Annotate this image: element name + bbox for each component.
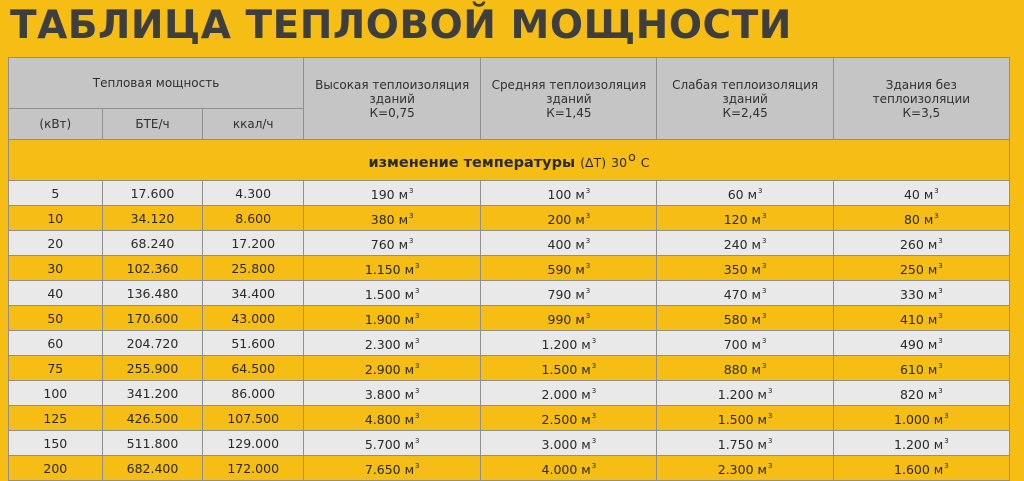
volume-exponent: 3 xyxy=(415,287,420,295)
volume-value: 190 м xyxy=(370,187,409,202)
cell-btu: 204.720 xyxy=(102,331,203,356)
volume-exponent: 3 xyxy=(415,437,420,445)
cell-volume-none xyxy=(833,406,1009,431)
cell-volume-high xyxy=(304,331,481,356)
cell-kcal: 64.500 xyxy=(203,356,304,381)
volume-value: 470 м xyxy=(723,287,761,302)
volume-value: 40 м xyxy=(903,187,934,202)
cell-volume-none xyxy=(833,331,1009,356)
volume-value: 120 м xyxy=(723,212,761,227)
header-mid-line1: Средняя теплоизоляция xyxy=(491,77,647,92)
cell-btu: 68.240 xyxy=(102,231,203,256)
table-row xyxy=(9,331,1010,356)
cell-kcal: 129.000 xyxy=(203,431,304,456)
volume-value: 1.600 м xyxy=(894,462,944,477)
cell-kcal: 172.000 xyxy=(203,456,304,481)
volume-exponent: 3 xyxy=(938,237,943,245)
cell-volume-none xyxy=(833,306,1009,331)
volume-exponent: 3 xyxy=(767,437,773,445)
cell-btu: 170.600 xyxy=(102,306,203,331)
volume-exponent: 3 xyxy=(415,312,420,320)
cell-kcal: 25.800 xyxy=(203,256,304,281)
cell-volume-high xyxy=(304,431,481,456)
cell-volume-high xyxy=(304,206,481,231)
cell-volume-high xyxy=(304,381,481,406)
volume-exponent: 3 xyxy=(591,437,597,445)
volume-value: 1.750 м xyxy=(717,437,767,452)
header-high-insulation xyxy=(304,58,481,140)
cell-volume-weak xyxy=(657,206,833,231)
cell-kw: 50 xyxy=(9,306,103,331)
volume-exponent: 3 xyxy=(585,312,591,320)
volume-exponent: 3 xyxy=(415,362,420,370)
cell-volume-mid xyxy=(481,256,657,281)
cell-btu: 255.900 xyxy=(102,356,203,381)
cell-volume-mid xyxy=(481,381,657,406)
volume-exponent: 3 xyxy=(761,312,767,320)
volume-exponent: 3 xyxy=(415,262,420,270)
cell-kcal: 107.500 xyxy=(203,406,304,431)
unit-kw-header: (кВт) xyxy=(9,109,103,140)
volume-exponent: 3 xyxy=(415,462,420,470)
header-mid-line2: зданий xyxy=(546,91,592,106)
volume-exponent: 3 xyxy=(585,212,591,220)
volume-value: 1.500 м xyxy=(541,362,591,377)
volume-exponent: 3 xyxy=(761,262,767,270)
volume-exponent: 3 xyxy=(409,237,414,245)
cell-btu: 511.800 xyxy=(102,431,203,456)
cell-btu: 426.500 xyxy=(102,406,203,431)
cell-volume-none xyxy=(833,231,1009,256)
temperature-change-label: изменение температуры xyxy=(368,155,576,171)
cell-volume-high xyxy=(304,281,481,306)
page-title: ТАБЛИЦА ТЕПЛОВОЙ МОЩНОСТИ xyxy=(10,3,792,48)
cell-volume-weak xyxy=(657,281,833,306)
cell-volume-weak xyxy=(657,306,833,331)
volume-value: 350 м xyxy=(723,262,761,277)
volume-exponent: 3 xyxy=(938,262,943,270)
volume-value: 410 м xyxy=(899,312,938,327)
volume-value: 1.000 м xyxy=(894,412,944,427)
cell-volume-high xyxy=(304,456,481,481)
volume-value: 2.900 м xyxy=(364,362,415,377)
cell-volume-high xyxy=(304,181,481,206)
volume-value: 3.000 м xyxy=(541,437,591,452)
header-none-line1: Здания без xyxy=(885,77,957,92)
cell-volume-high xyxy=(304,406,481,431)
cell-volume-high xyxy=(304,356,481,381)
table-row xyxy=(9,181,1010,206)
volume-value: 1.500 м xyxy=(717,412,767,427)
temperature-change-band xyxy=(9,140,1010,181)
cell-kw: 20 xyxy=(9,231,103,256)
cell-volume-mid xyxy=(481,206,657,231)
volume-exponent: 3 xyxy=(767,387,773,395)
volume-exponent: 3 xyxy=(938,362,943,370)
volume-value: 250 м xyxy=(899,262,938,277)
cell-volume-none xyxy=(833,456,1009,481)
volume-exponent: 3 xyxy=(758,187,763,195)
header-row-main xyxy=(9,58,1010,109)
volume-exponent: 3 xyxy=(415,387,420,395)
table-row xyxy=(9,231,1010,256)
volume-exponent: 3 xyxy=(585,287,591,295)
cell-kw: 125 xyxy=(9,406,103,431)
table-row xyxy=(9,281,1010,306)
cell-volume-mid xyxy=(481,231,657,256)
volume-value: 1.500 м xyxy=(364,287,415,302)
unit-btu-header: БТЕ/ч xyxy=(102,109,203,140)
volume-exponent: 3 xyxy=(761,337,767,345)
cell-kw: 5 xyxy=(9,181,103,206)
cell-volume-none xyxy=(833,206,1009,231)
volume-value: 580 м xyxy=(723,312,761,327)
delta-t-unit: (ΔТ) xyxy=(580,155,607,170)
volume-value: 1.200 м xyxy=(541,337,591,352)
cell-volume-high xyxy=(304,256,481,281)
table-row xyxy=(9,406,1010,431)
cell-btu: 17.600 xyxy=(102,181,203,206)
cell-btu: 34.120 xyxy=(102,206,203,231)
cell-kcal: 34.400 xyxy=(203,281,304,306)
volume-exponent: 3 xyxy=(415,412,420,420)
cell-volume-weak xyxy=(657,381,833,406)
cell-kw: 60 xyxy=(9,331,103,356)
cell-kw: 100 xyxy=(9,381,103,406)
volume-value: 7.650 м xyxy=(364,462,415,477)
volume-value: 1.150 м xyxy=(364,262,415,277)
cell-kcal: 86.000 xyxy=(203,381,304,406)
volume-value: 80 м xyxy=(903,212,934,227)
volume-value: 610 м xyxy=(899,362,938,377)
cell-volume-mid xyxy=(481,456,657,481)
degree-scale: С xyxy=(640,155,650,170)
cell-btu: 136.480 xyxy=(102,281,203,306)
volume-exponent: 3 xyxy=(938,337,943,345)
volume-value: 1.200 м xyxy=(717,387,767,402)
cell-volume-none xyxy=(833,381,1009,406)
volume-value: 1.900 м xyxy=(364,312,415,327)
volume-exponent: 3 xyxy=(415,337,420,345)
volume-value: 400 м xyxy=(547,237,585,252)
volume-value: 4.800 м xyxy=(364,412,415,427)
cell-kw: 150 xyxy=(9,431,103,456)
volume-value: 590 м xyxy=(547,262,585,277)
header-mid-insulation xyxy=(481,58,657,140)
volume-value: 2.300 м xyxy=(364,337,415,352)
cell-kw: 10 xyxy=(9,206,103,231)
cell-kcal: 4.300 xyxy=(203,181,304,206)
cell-volume-weak xyxy=(657,181,833,206)
table-row xyxy=(9,456,1010,481)
cell-kcal: 17.200 xyxy=(203,231,304,256)
volume-value: 2.500 м xyxy=(541,412,591,427)
table-row xyxy=(9,431,1010,456)
cell-volume-none xyxy=(833,281,1009,306)
cell-volume-none xyxy=(833,181,1009,206)
volume-value: 100 м xyxy=(547,187,585,202)
temperature-change-cell xyxy=(9,140,1010,181)
header-none-k: К=3,5 xyxy=(902,105,941,120)
volume-exponent: 3 xyxy=(944,462,949,470)
volume-exponent: 3 xyxy=(944,412,949,420)
cell-volume-mid xyxy=(481,306,657,331)
degree-sign: о xyxy=(628,149,636,164)
header-weak-insulation xyxy=(657,58,833,140)
volume-exponent: 3 xyxy=(761,212,767,220)
volume-value: 1.200 м xyxy=(894,437,944,452)
cell-kw: 75 xyxy=(9,356,103,381)
cell-btu: 102.360 xyxy=(102,256,203,281)
header-weak-line2: зданий xyxy=(722,91,768,106)
unit-kcal-header: ккал/ч xyxy=(203,109,304,140)
table-row xyxy=(9,381,1010,406)
cell-volume-weak xyxy=(657,431,833,456)
volume-exponent: 3 xyxy=(585,237,591,245)
volume-value: 700 м xyxy=(723,337,761,352)
volume-exponent: 3 xyxy=(934,212,939,220)
table-row xyxy=(9,356,1010,381)
cell-volume-mid xyxy=(481,356,657,381)
volume-exponent: 3 xyxy=(591,362,597,370)
cell-volume-none xyxy=(833,356,1009,381)
cell-btu: 682.400 xyxy=(102,456,203,481)
volume-exponent: 3 xyxy=(591,462,597,470)
cell-volume-mid xyxy=(481,406,657,431)
header-no-insulation xyxy=(833,58,1009,140)
volume-exponent: 3 xyxy=(591,387,597,395)
volume-value: 490 м xyxy=(899,337,938,352)
volume-value: 200 м xyxy=(547,212,585,227)
volume-exponent: 3 xyxy=(409,187,414,195)
volume-exponent: 3 xyxy=(409,212,414,220)
table-row xyxy=(9,256,1010,281)
volume-value: 5.700 м xyxy=(364,437,415,452)
volume-value: 380 м xyxy=(370,212,409,227)
cell-volume-weak xyxy=(657,231,833,256)
volume-exponent: 3 xyxy=(591,412,597,420)
volume-exponent: 3 xyxy=(761,362,767,370)
cell-volume-weak xyxy=(657,331,833,356)
cell-volume-none xyxy=(833,431,1009,456)
header-none-line2: теплоизоляции xyxy=(872,91,971,106)
table-row xyxy=(9,206,1010,231)
volume-value: 880 м xyxy=(723,362,761,377)
volume-value: 3.800 м xyxy=(364,387,415,402)
volume-value: 4.000 м xyxy=(541,462,591,477)
volume-exponent: 3 xyxy=(944,437,949,445)
volume-exponent: 3 xyxy=(767,412,773,420)
volume-exponent: 3 xyxy=(938,312,943,320)
volume-exponent: 3 xyxy=(761,287,767,295)
cell-volume-mid xyxy=(481,331,657,356)
volume-exponent: 3 xyxy=(585,262,591,270)
volume-value: 990 м xyxy=(547,312,585,327)
volume-exponent: 3 xyxy=(761,237,767,245)
volume-value: 790 м xyxy=(547,287,585,302)
header-mid-k: К=1,45 xyxy=(546,105,592,120)
delta-t-value: 30 xyxy=(611,155,628,170)
volume-exponent: 3 xyxy=(938,287,943,295)
volume-exponent: 3 xyxy=(585,187,591,195)
volume-value: 260 м xyxy=(899,237,938,252)
cell-volume-none xyxy=(833,256,1009,281)
cell-volume-weak xyxy=(657,406,833,431)
table-row xyxy=(9,306,1010,331)
cell-kcal: 51.600 xyxy=(203,331,304,356)
power-group-header: Тепловая мощность xyxy=(9,58,304,109)
volume-exponent: 3 xyxy=(767,462,773,470)
cell-volume-weak xyxy=(657,356,833,381)
volume-value: 2.000 м xyxy=(541,387,591,402)
cell-volume-weak xyxy=(657,456,833,481)
cell-kw: 200 xyxy=(9,456,103,481)
cell-volume-high xyxy=(304,306,481,331)
volume-value: 760 м xyxy=(370,237,409,252)
header-high-k: К=0,75 xyxy=(369,105,415,120)
header-weak-k: К=2,45 xyxy=(722,105,768,120)
cell-volume-mid xyxy=(481,181,657,206)
cell-kw: 40 xyxy=(9,281,103,306)
cell-btu: 341.200 xyxy=(102,381,203,406)
cell-kcal: 8.600 xyxy=(203,206,304,231)
volume-exponent: 3 xyxy=(938,387,943,395)
volume-value: 240 м xyxy=(723,237,761,252)
header-weak-line1: Слабая теплоизоляция xyxy=(672,77,819,92)
header-high-line1: Высокая теплоизоляция xyxy=(315,77,470,92)
cell-kcal: 43.000 xyxy=(203,306,304,331)
cell-kw: 30 xyxy=(9,256,103,281)
volume-value: 60 м xyxy=(727,187,758,202)
cell-volume-mid xyxy=(481,281,657,306)
header-high-line2: зданий xyxy=(369,91,415,106)
volume-exponent: 3 xyxy=(934,187,939,195)
volume-value: 330 м xyxy=(899,287,938,302)
volume-value: 820 м xyxy=(899,387,938,402)
heat-power-table xyxy=(8,57,1010,481)
volume-exponent: 3 xyxy=(591,337,597,345)
cell-volume-high xyxy=(304,231,481,256)
volume-value: 2.300 м xyxy=(717,462,767,477)
cell-volume-weak xyxy=(657,256,833,281)
cell-volume-mid xyxy=(481,431,657,456)
